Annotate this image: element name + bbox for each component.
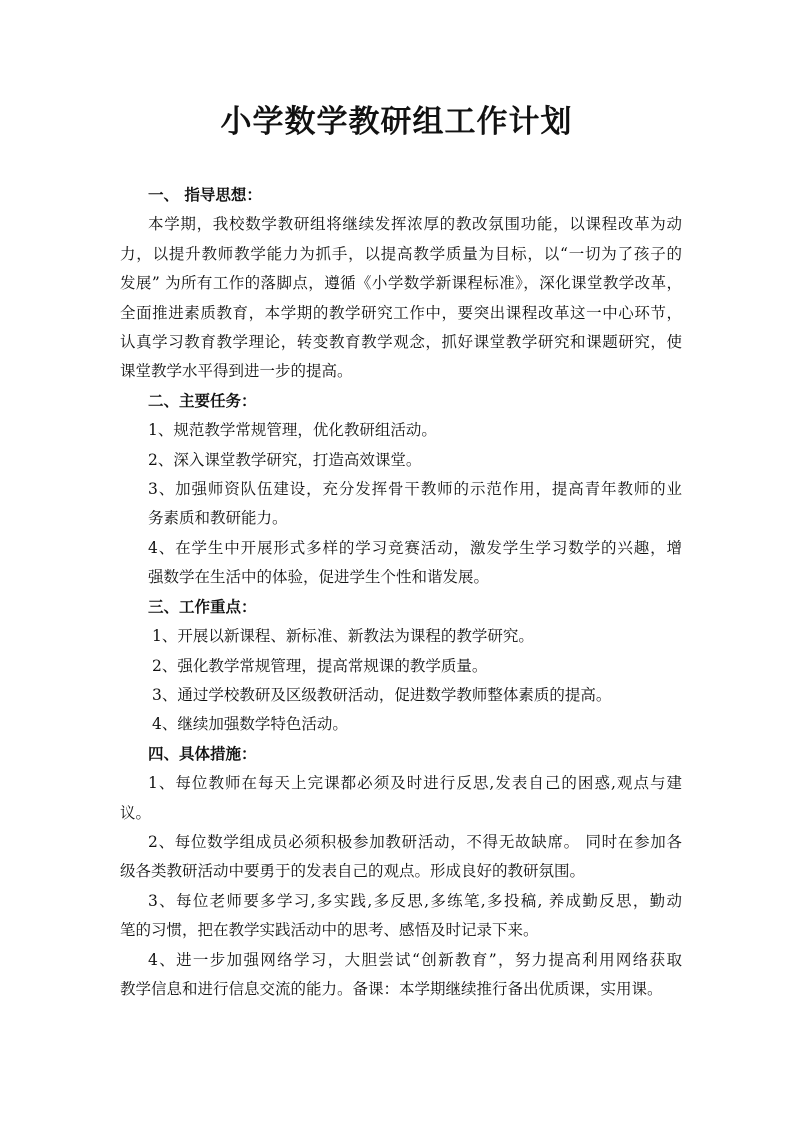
text-line: 3、每位老师要多学习,多实践,多反思,多练笔,多投稿, 养成勤反思，勤动 bbox=[148, 891, 682, 910]
document-title: 小学数学教研组工作计划 bbox=[220, 104, 573, 140]
text-line: 2、强化教学常规管理，提高常规课的教学质量。 bbox=[152, 656, 488, 675]
text-line: 2、深入课堂教学研究，打造高效课堂。 bbox=[148, 450, 422, 469]
text-line: 1、每位教师在每天上完课都必须及时进行反思,发表自己的困惑,观点与建 bbox=[148, 774, 682, 793]
text-line: 1、开展以新课程、新标准、新教法为课程的教学研究。 bbox=[152, 627, 534, 646]
text-line: 1、规范教学常规管理，优化教研组活动。 bbox=[148, 421, 437, 440]
paragraph bbox=[120, 622, 682, 651]
text-line: 2、每位数学组成员必须积极参加教研活动，不得无故缺席。 同时在参加各 bbox=[148, 832, 682, 851]
text-line: 4、在学生中开展形式多样的学习竞赛活动，激发学生学习数学的兴趣，增 bbox=[148, 538, 682, 557]
paragraph bbox=[120, 681, 682, 710]
text-line: 4、进一步加强网络学习，大胆尝试“创新教育”，努力提高利用网络获取 bbox=[148, 950, 682, 969]
text-line: 本学期，我校数学教研组将继续发挥浓厚的教改氛围功能，以课程改革为动 bbox=[148, 215, 682, 234]
paragraph bbox=[120, 210, 682, 386]
text-line: 议。 bbox=[120, 803, 152, 822]
text-line: 认真学习教育教学理论，转变教育教学观念，抓好课堂教学研究和课题研究，使 bbox=[120, 333, 682, 352]
text-line: 教学信息和进行信息交流的能力。备课：本学期继续推行备出优质课，实用课。 bbox=[120, 979, 663, 998]
section-heading: 二、主要任务： bbox=[148, 391, 257, 410]
text-line: 4、继续加强数学特色活动。 bbox=[152, 715, 348, 734]
text-line: 强数学在生活中的体验，促进学生个性和谐发展。 bbox=[148, 568, 490, 587]
section bbox=[120, 593, 682, 740]
text-line: 3、通过学校教研及区级教研活动，促进数学教师整体素质的提高。 bbox=[152, 685, 612, 704]
section-heading: 四、具体措施： bbox=[148, 744, 257, 763]
paragraph bbox=[120, 416, 682, 445]
paragraph bbox=[120, 946, 682, 1005]
text-line: 力，以提升教师教学能力为抓手，以提高教学质量为目标，以“一切为了孩子的 bbox=[120, 244, 682, 263]
paragraph bbox=[120, 446, 682, 475]
section bbox=[120, 740, 682, 1005]
section bbox=[120, 181, 682, 387]
paragraph bbox=[120, 652, 682, 681]
paragraph bbox=[120, 534, 682, 593]
text-line: 3、加强师资队伍建设，充分发挥骨干教师的示范作用，提高青年教师的业 bbox=[148, 480, 682, 499]
text-line: 笔的习惯，把在教学实践活动中的思考、感悟及时记录下来。 bbox=[120, 921, 539, 940]
text-line: 务素质和教研能力。 bbox=[148, 509, 288, 528]
paragraph bbox=[120, 769, 682, 828]
paragraph bbox=[120, 710, 682, 739]
text-line: 发展” 为所有工作的落脚点，遵循《小学数学新课程标准》，深化课堂教学改革， bbox=[120, 274, 682, 293]
paragraph bbox=[120, 887, 682, 946]
section bbox=[120, 387, 682, 593]
paragraph bbox=[120, 828, 682, 887]
paragraph bbox=[120, 475, 682, 534]
text-line: 全面推进素质教育，本学期的教学研究工作中，要突出课程改革这一中心环节， bbox=[120, 303, 682, 322]
section-heading: 一、 指导思想： bbox=[148, 186, 262, 204]
text-line: 级各类教研活动中要勇于的发表自己的观点。形成良好的教研氛围。 bbox=[120, 862, 586, 881]
document-body bbox=[120, 181, 682, 1004]
section-heading: 三、工作重点： bbox=[148, 597, 257, 616]
text-line: 课堂教学水平得到进一步的提高。 bbox=[120, 362, 353, 381]
